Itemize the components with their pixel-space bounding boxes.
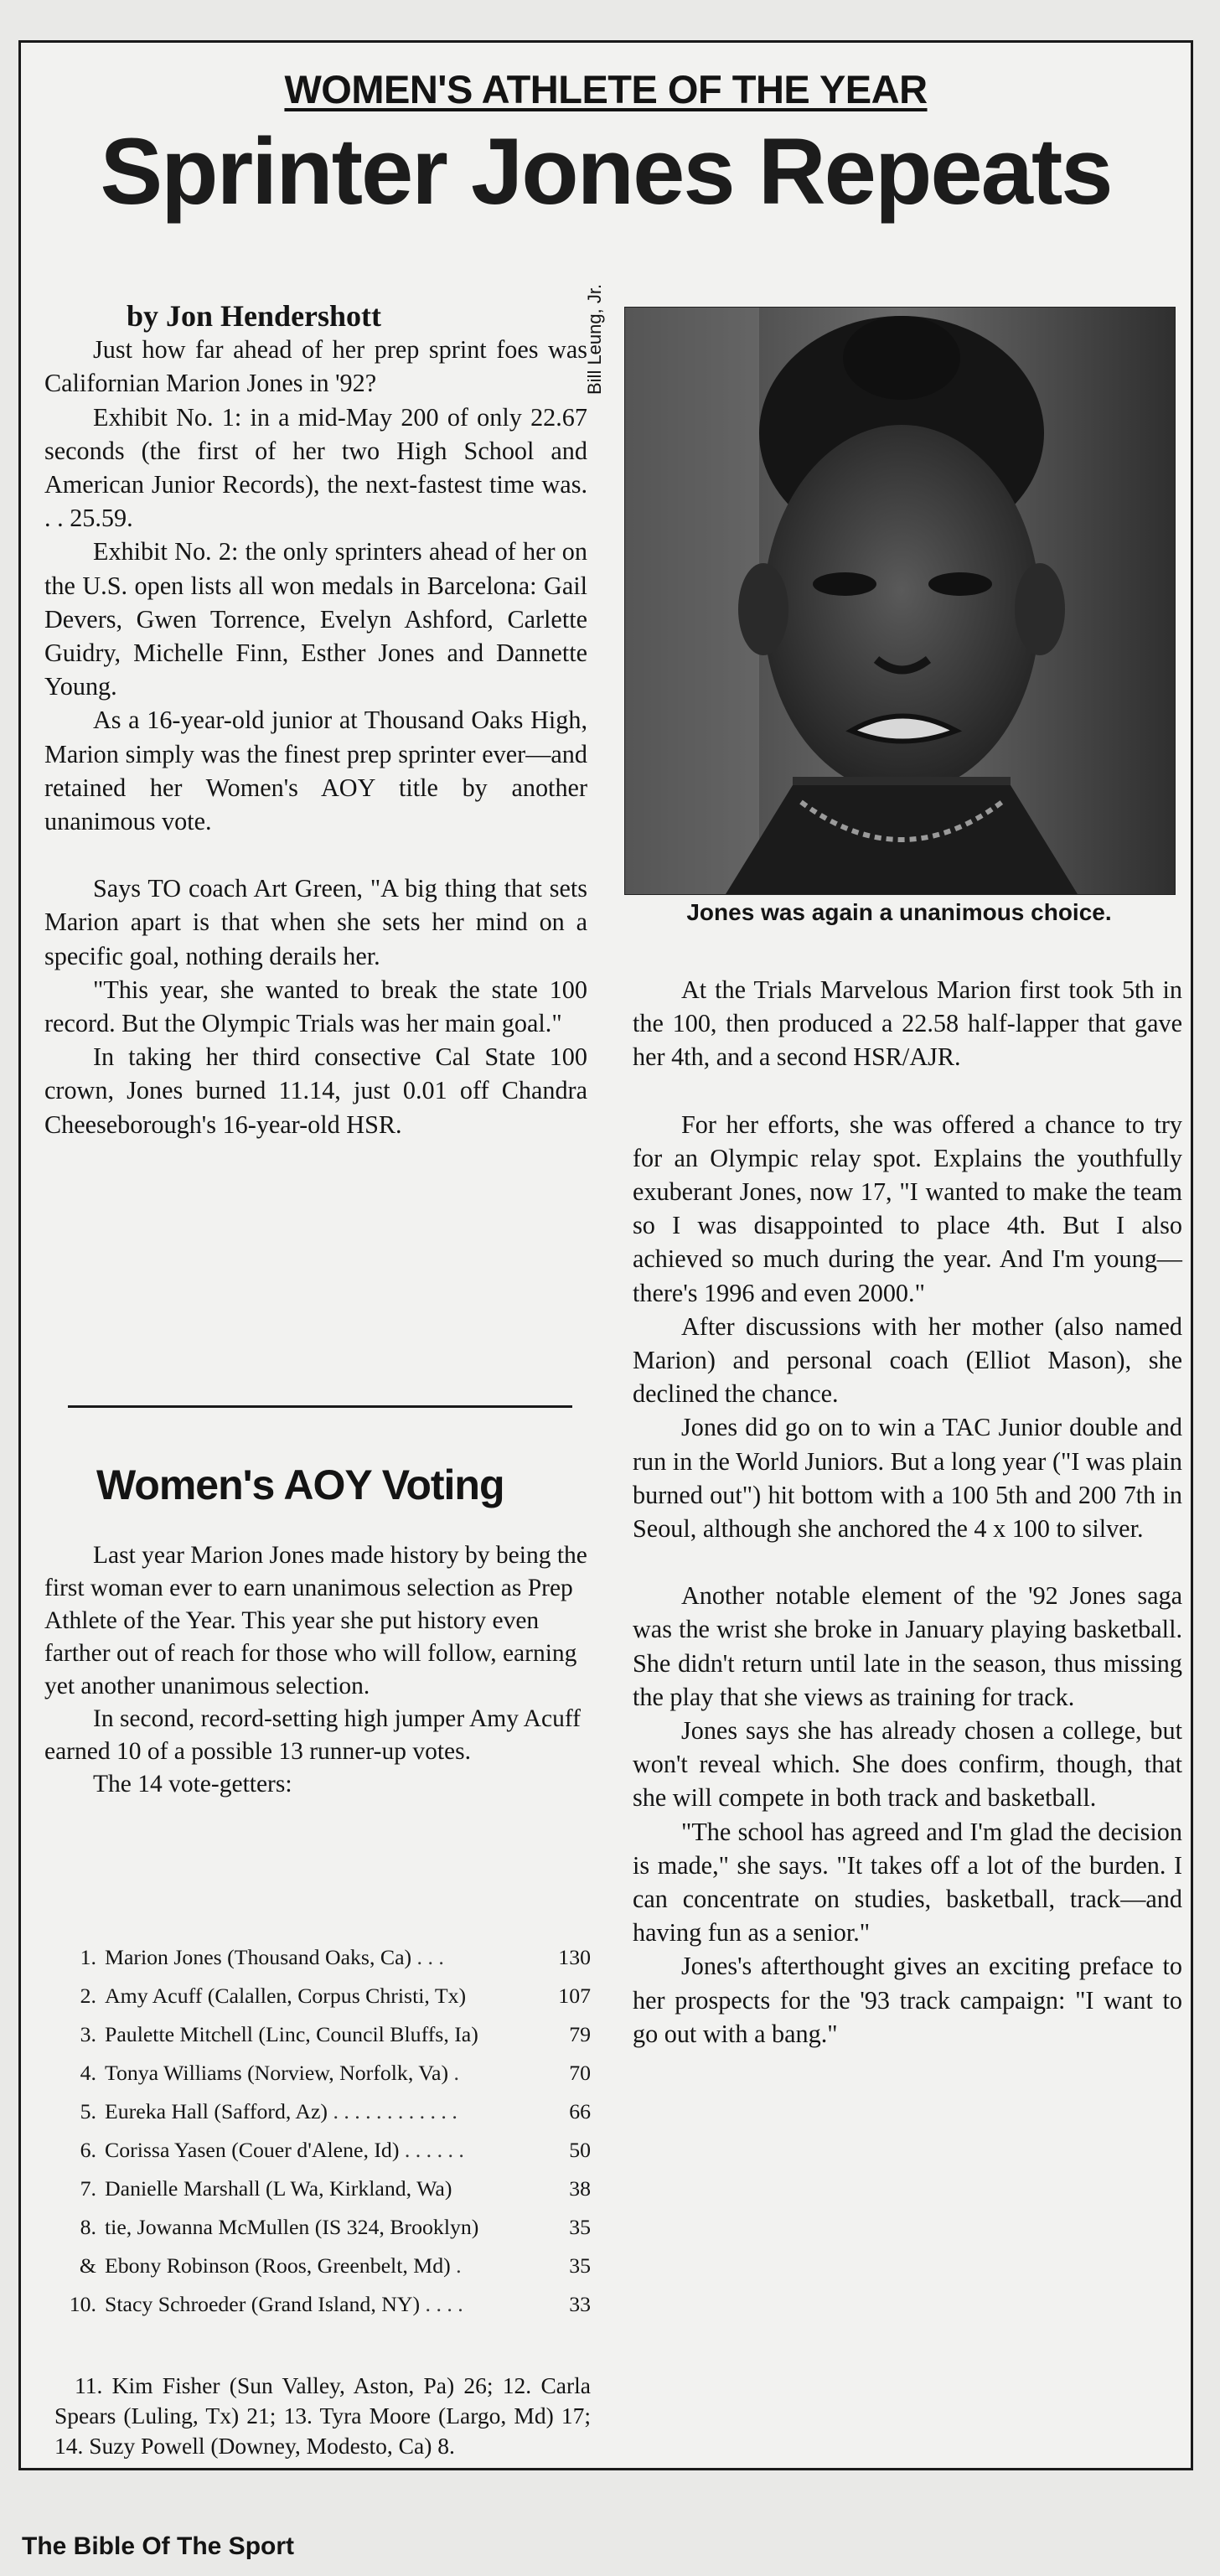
remaining-vote-getters: [54, 2371, 591, 2461]
vote-list: [54, 1945, 591, 2330]
divider-rule: [68, 1405, 572, 1408]
paragraph: Last year Marion Jones made history by being the first woman ever to earn unanimous selection as Prep Athlete of the Year. This year she put history even farther out of reach for those who will follow, earning yet another unanimous selection.: [44, 1542, 587, 1699]
headline: Sprinter Jones Repeats: [100, 119, 1112, 224]
vote-points: 130: [558, 1945, 591, 1969]
vote-dots: .: [450, 2253, 462, 2278]
paragraph: Just how far ahead of her prep sprint foes was Californian Marion Jones in '92?: [44, 335, 587, 398]
paragraph: In taking her third consective Cal State 100 crown, Jones burned 11.14, just 0.01 off Chandra Cheeseborough's 16-year-old HSR.: [44, 1042, 587, 1139]
list-item: [54, 2215, 591, 2253]
list-item: [54, 2022, 591, 2061]
vote-points: 33: [569, 2292, 591, 2316]
vote-points: 35: [569, 2253, 591, 2278]
byline: by Jon Hendershott: [127, 299, 382, 333]
vote-dots: . . . . . . . . . . . .: [328, 2099, 458, 2123]
list-item: [54, 2292, 591, 2330]
vote-points: 50: [569, 2138, 591, 2162]
vote-rank: 2.: [80, 1984, 96, 2008]
vote-rank: 6.: [80, 2138, 96, 2162]
vote-dots: . . . . . .: [399, 2138, 464, 2162]
vote-name: Danielle Marshall (L Wa, Kirkland, Wa): [105, 2176, 452, 2201]
paragraph: "The school has agreed and I'm glad the decision is made," she says. "It takes off a lot of the burden. I can concentrate on studies, basketball, track—and having fun as a senior.": [633, 1817, 1182, 1948]
vote-points: 38: [569, 2176, 591, 2201]
paragraph: Says TO coach Art Green, "A big thing that sets Marion apart is that when she sets her mind on a specific goal, nothing derails her.: [44, 874, 587, 970]
vote-rank: &: [79, 2253, 96, 2278]
vote-name: Marion Jones (Thousand Oaks, Ca): [105, 1945, 412, 1969]
vote-name: Amy Acuff (Calallen, Corpus Christi, Tx): [105, 1984, 467, 2008]
vote-rank: 4.: [80, 2061, 96, 2085]
footer-tagline: The Bible Of The Sport: [22, 2532, 295, 2560]
paragraph: Exhibit No. 1: in a mid-May 200 of only 22.67 seconds (the first of her two High School and American Junior Records), the next-fastest time was. . . 25.59.: [44, 402, 587, 533]
athlete-photo: [624, 307, 1176, 895]
photo-credit-text: Bill Leung, Jr.: [584, 283, 605, 395]
paragraph: Jones did go on to win a TAC Junior double and run in the World Juniors. But a long year ("I was plain burned out") hit bottom with a 100 5th and 200 7th in Seoul, although she anchored the 4 x 100 to silver.: [633, 1413, 1182, 1544]
vote-dots: . . .: [411, 1945, 444, 1969]
vote-name: Stacy Schroeder (Grand Island, NY): [105, 2292, 421, 2316]
paragraph: The 14 vote-getters:: [93, 1771, 292, 1798]
vote-points: 107: [558, 1984, 591, 2008]
paragraph: Another notable element of the '92 Jones saga was the wrist she broke in January playing basketball. She didn't return until late in the season, thus missing the play that she views as training for track.: [633, 1581, 1182, 1711]
vote-name: Paulette Mitchell (Linc, Council Bluffs, Ia): [105, 2022, 478, 2046]
voting-title: Women's AOY Voting: [96, 1461, 504, 1508]
vote-rank: 8.: [80, 2215, 96, 2239]
section-kicker: WOMEN'S ATHLETE OF THE YEAR: [284, 67, 928, 111]
photo-caption: Jones was again a unanimous choice.: [686, 899, 1112, 925]
paragraph: 11. Kim Fisher (Sun Valley, Aston, Pa) 26; 12. Carla Spears (Luling, Tx) 21; 13. Tyra Moore (Largo, Md) 17; 14. Suzy Powell (Downey, Modesto, Ca) 8.: [54, 2372, 591, 2459]
paragraph: At the Trials Marvelous Marion first took 5th in the 100, then produced a 22.58 half-lapper that gave her 4th, and a second HSR/AJR.: [633, 975, 1182, 1072]
right-column: [633, 973, 1182, 2051]
paragraph: In second, record-setting high jumper Amy Acuff earned 10 of a possible 13 runner-up votes.: [44, 1705, 581, 1765]
list-item: [54, 2138, 591, 2176]
paragraph: "This year, she wanted to break the state 100 record. But the Olympic Trials was her main goal.": [44, 975, 587, 1038]
vote-name: Ebony Robinson (Roos, Greenbelt, Md): [105, 2253, 451, 2278]
article-frame: [18, 40, 1193, 2470]
paragraph: For her efforts, she was offered a chance to try for an Olympic relay spot. Explains the youthfully exuberant Jones, now 17, "I wanted to make the team so I was disappointed to place 4th. But I also achieved so much during the year. And I'm young— there's 1996 and even 2000.": [633, 1110, 1182, 1307]
list-item: [54, 2061, 591, 2099]
vote-name: tie, Jowanna McMullen (IS 324, Brooklyn): [105, 2215, 479, 2239]
vote-rank: 1.: [80, 1945, 96, 1969]
paragraph: After discussions with her mother (also named Marion) and personal coach (Elliot Mason), she declined the chance.: [633, 1311, 1182, 1409]
list-item: [54, 2099, 591, 2138]
paragraph: Jones's afterthought gives an exciting preface to her prospects for the '93 track campaign: "I want to go out with a bang.": [633, 1952, 1182, 2048]
vote-name: Tonya Williams (Norview, Norfolk, Va): [105, 2061, 449, 2085]
vote-name: Corissa Yasen (Couer d'Alene, Id): [105, 2138, 400, 2162]
vote-rank: 7.: [80, 2176, 96, 2201]
vote-dots: .: [448, 2061, 459, 2085]
vote-rank: 3.: [80, 2022, 96, 2046]
list-item: [54, 1945, 591, 1984]
vote-rank: 5.: [80, 2099, 96, 2123]
paragraph: Exhibit No. 2: the only sprinters ahead of her on the U.S. open lists all won medals in Barcelona: Gail Devers, Gwen Torrence, Evelyn Ashford, Carlette Guidry, Michelle Finn, Esther Jones and Dannette Young.: [44, 537, 587, 701]
vote-points: 70: [569, 2061, 591, 2085]
list-item: [54, 1984, 591, 2022]
voting-text: [44, 1539, 597, 1801]
vote-points: 79: [569, 2022, 591, 2046]
list-item: [54, 2176, 591, 2215]
left-column: [44, 299, 587, 1141]
vote-name: Eureka Hall (Safford, Az): [105, 2099, 328, 2123]
paragraph: As a 16-year-old junior at Thousand Oaks High, Marion simply was the finest prep sprinter ever—and retained her Women's AOY title by another unanimous vote.: [44, 706, 587, 836]
list-item: [54, 2253, 591, 2292]
vote-dots: . . . .: [420, 2292, 463, 2316]
vote-points: 35: [569, 2215, 591, 2239]
athlete-portrait-image: [625, 308, 1175, 894]
vote-points: 66: [569, 2099, 591, 2123]
paragraph: Jones says she has already chosen a college, but won't reveal which. She does confirm, though, that she will compete in both track and basketball.: [633, 1716, 1182, 1813]
vote-rank: 10.: [69, 2292, 96, 2316]
